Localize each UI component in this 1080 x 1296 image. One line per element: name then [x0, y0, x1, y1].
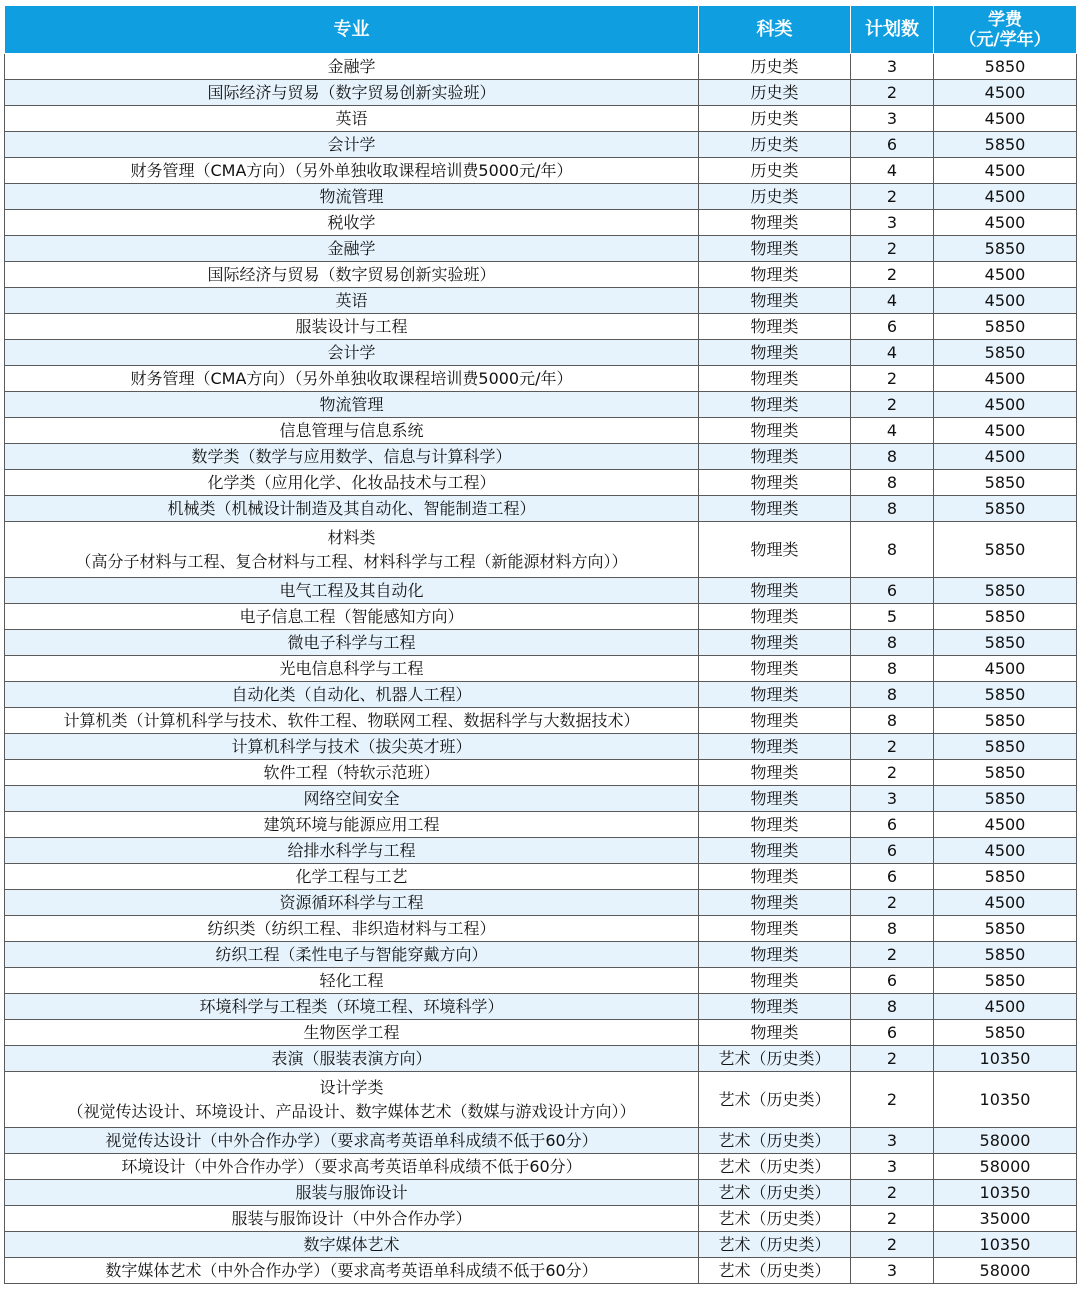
- major-name: 电气工程及其自动化: [279, 580, 424, 600]
- cell-major: [5, 1232, 699, 1258]
- cell-fee: 5850: [934, 236, 1077, 262]
- cell-major: [5, 1046, 699, 1072]
- cell-fee: 5850: [934, 708, 1077, 734]
- cell-fee: 4500: [934, 158, 1077, 184]
- cell-plan: 2: [851, 734, 934, 760]
- cell-plan: 3: [851, 54, 934, 80]
- table-row: [5, 994, 1077, 1020]
- table-row: [5, 968, 1077, 994]
- major-name: 金融学: [327, 56, 376, 76]
- cell-plan: 2: [851, 890, 934, 916]
- cell-plan: 4: [851, 158, 934, 184]
- cell-major: [5, 366, 699, 392]
- cell-plan: 8: [851, 682, 934, 708]
- major-detail: （高分子材料与工程、复合材料与工程、材料科学与工程（新能源材料方向））: [75, 551, 628, 571]
- cell-category: 物理类: [699, 262, 851, 288]
- cell-major: [5, 392, 699, 418]
- major-name: 电子信息工程（智能感知方向）: [239, 606, 464, 626]
- cell-category: 物理类: [699, 734, 851, 760]
- major-name: 数学类（数学与应用数学、信息与计算科学）: [191, 446, 512, 466]
- cell-plan: 2: [851, 942, 934, 968]
- table-row: [5, 1258, 1077, 1284]
- table-row: [5, 54, 1077, 80]
- cell-category: 物理类: [699, 942, 851, 968]
- major-name: 机械类（机械设计制造及其自动化、智能制造工程）: [167, 498, 536, 518]
- header-fee-title: 学费: [988, 9, 1022, 30]
- cell-plan: 6: [851, 838, 934, 864]
- enrollment-table-container: [4, 5, 1076, 1284]
- cell-major: [5, 1180, 699, 1206]
- cell-fee: 4500: [934, 444, 1077, 470]
- cell-major: [5, 630, 699, 656]
- major-name: 英语: [335, 108, 368, 128]
- cell-fee: 58000: [934, 1258, 1077, 1284]
- cell-major: [5, 1258, 699, 1284]
- cell-fee: 5850: [934, 786, 1077, 812]
- table-row: [5, 838, 1077, 864]
- cell-plan: 2: [851, 1072, 934, 1128]
- cell-category: 物理类: [699, 210, 851, 236]
- cell-category: 物理类: [699, 314, 851, 340]
- cell-plan: 8: [851, 470, 934, 496]
- cell-plan: 3: [851, 106, 934, 132]
- cell-category: 物理类: [699, 890, 851, 916]
- table-row: [5, 340, 1077, 366]
- cell-major: [5, 470, 699, 496]
- table-row: [5, 890, 1077, 916]
- cell-plan: 8: [851, 522, 934, 578]
- header-fee-unit: （元/学年）: [959, 29, 1051, 50]
- cell-major: [5, 1128, 699, 1154]
- cell-fee: 5850: [934, 942, 1077, 968]
- cell-major: [5, 340, 699, 366]
- table-row: [5, 106, 1077, 132]
- cell-plan: 2: [851, 1206, 934, 1232]
- cell-plan: 4: [851, 340, 934, 366]
- table-row: [5, 812, 1077, 838]
- cell-plan: 8: [851, 916, 934, 942]
- cell-major: [5, 184, 699, 210]
- major-name: 财务管理（CMA方向）（另外单独收取课程培训费5000元/年）: [130, 160, 573, 180]
- cell-category: 物理类: [699, 682, 851, 708]
- major-name: 环境科学与工程类（环境工程、环境科学）: [199, 996, 504, 1016]
- cell-plan: 6: [851, 578, 934, 604]
- table-row: [5, 210, 1077, 236]
- cell-category: 历史类: [699, 106, 851, 132]
- cell-major: [5, 1206, 699, 1232]
- cell-category: 物理类: [699, 340, 851, 366]
- cell-category: 物理类: [699, 760, 851, 786]
- table-row: [5, 522, 1077, 578]
- cell-plan: 3: [851, 1128, 934, 1154]
- cell-category: 物理类: [699, 392, 851, 418]
- cell-fee: 10350: [934, 1180, 1077, 1206]
- cell-major: [5, 760, 699, 786]
- header-category: 科类: [699, 6, 851, 54]
- cell-plan: 8: [851, 444, 934, 470]
- cell-category: 艺术（历史类）: [699, 1128, 851, 1154]
- cell-fee: 4500: [934, 812, 1077, 838]
- cell-fee: 4500: [934, 418, 1077, 444]
- cell-fee: 35000: [934, 1206, 1077, 1232]
- cell-fee: 5850: [934, 522, 1077, 578]
- table-row: [5, 1232, 1077, 1258]
- cell-category: 物理类: [699, 1020, 851, 1046]
- major-name: 会计学: [327, 134, 376, 154]
- major-name: 网络空间安全: [303, 788, 400, 808]
- table-row: [5, 786, 1077, 812]
- cell-major: [5, 578, 699, 604]
- cell-category: 物理类: [699, 604, 851, 630]
- cell-category: 历史类: [699, 132, 851, 158]
- cell-fee: 4500: [934, 366, 1077, 392]
- table-row: [5, 444, 1077, 470]
- cell-major: [5, 1020, 699, 1046]
- table-row: [5, 1020, 1077, 1046]
- cell-plan: 2: [851, 760, 934, 786]
- major-name: 金融学: [327, 238, 376, 258]
- cell-plan: 6: [851, 1020, 934, 1046]
- table-row: [5, 418, 1077, 444]
- major-name: 财务管理（CMA方向）（另外单独收取课程培训费5000元/年）: [130, 368, 573, 388]
- cell-fee: 5850: [934, 760, 1077, 786]
- cell-fee: 4500: [934, 392, 1077, 418]
- table-row: [5, 1072, 1077, 1128]
- cell-major: [5, 968, 699, 994]
- cell-fee: 5850: [934, 132, 1077, 158]
- table-row: [5, 158, 1077, 184]
- header-fee: [934, 6, 1077, 54]
- cell-major: [5, 522, 699, 578]
- table-row: [5, 1180, 1077, 1206]
- cell-category: 艺术（历史类）: [699, 1232, 851, 1258]
- cell-fee: 4500: [934, 184, 1077, 210]
- cell-major: [5, 210, 699, 236]
- major-name: 计算机科学与技术（拔尖英才班）: [231, 736, 472, 756]
- cell-major: [5, 786, 699, 812]
- cell-category: 物理类: [699, 656, 851, 682]
- cell-major: [5, 1154, 699, 1180]
- header-major: 专业: [5, 6, 699, 54]
- major-name: 国际经济与贸易（数字贸易创新实验班）: [207, 264, 496, 284]
- table-row: [5, 184, 1077, 210]
- major-name: 光电信息科学与工程: [279, 658, 424, 678]
- cell-category: 物理类: [699, 496, 851, 522]
- major-name: 计算机类（计算机科学与技术、软件工程、物联网工程、数据科学与大数据技术）: [63, 710, 640, 730]
- cell-category: 物理类: [699, 864, 851, 890]
- cell-plan: 3: [851, 1258, 934, 1284]
- cell-fee: 4500: [934, 262, 1077, 288]
- cell-category: 物理类: [699, 236, 851, 262]
- major-name: 材料类: [327, 527, 376, 547]
- table-row: [5, 630, 1077, 656]
- major-name: 服装设计与工程: [295, 316, 408, 336]
- major-name: 纺织类（纺织工程、非织造材料与工程）: [207, 918, 496, 938]
- cell-plan: 2: [851, 80, 934, 106]
- cell-category: 历史类: [699, 158, 851, 184]
- cell-plan: 3: [851, 1154, 934, 1180]
- major-name: 国际经济与贸易（数字贸易创新实验班）: [207, 82, 496, 102]
- cell-major: [5, 812, 699, 838]
- cell-major: [5, 236, 699, 262]
- cell-plan: 2: [851, 184, 934, 210]
- cell-major: [5, 942, 699, 968]
- table-row: [5, 942, 1077, 968]
- table-row: [5, 708, 1077, 734]
- table-row: [5, 734, 1077, 760]
- cell-category: 历史类: [699, 80, 851, 106]
- cell-category: 艺术（历史类）: [699, 1206, 851, 1232]
- cell-fee: 58000: [934, 1128, 1077, 1154]
- cell-fee: 5850: [934, 604, 1077, 630]
- cell-fee: 5850: [934, 578, 1077, 604]
- cell-major: [5, 314, 699, 340]
- cell-category: 物理类: [699, 708, 851, 734]
- cell-category: 物理类: [699, 630, 851, 656]
- cell-major: [5, 262, 699, 288]
- table-row: [5, 470, 1077, 496]
- cell-fee: 4500: [934, 106, 1077, 132]
- cell-plan: 2: [851, 236, 934, 262]
- major-name: 化学工程与工艺: [295, 866, 408, 886]
- cell-category: 物理类: [699, 366, 851, 392]
- cell-major: [5, 864, 699, 890]
- cell-category: 物理类: [699, 916, 851, 942]
- cell-plan: 8: [851, 708, 934, 734]
- cell-fee: 5850: [934, 314, 1077, 340]
- major-name: 软件工程（特软示范班）: [263, 762, 440, 782]
- cell-category: 物理类: [699, 578, 851, 604]
- cell-category: 物理类: [699, 418, 851, 444]
- table-row: [5, 682, 1077, 708]
- cell-fee: 10350: [934, 1232, 1077, 1258]
- cell-fee: 5850: [934, 470, 1077, 496]
- cell-category: 物理类: [699, 968, 851, 994]
- cell-category: 物理类: [699, 444, 851, 470]
- cell-major: [5, 158, 699, 184]
- major-detail: （视觉传达设计、环境设计、产品设计、数字媒体艺术（数媒与游戏设计方向））: [67, 1101, 636, 1121]
- major-name: 物流管理: [319, 186, 384, 206]
- major-name: 自动化类（自动化、机器人工程）: [231, 684, 472, 704]
- major-name: 环境设计（中外合作办学）（要求高考英语单科成绩不低于60分）: [121, 1156, 582, 1176]
- table-row: [5, 1128, 1077, 1154]
- cell-major: [5, 994, 699, 1020]
- cell-fee: 5850: [934, 864, 1077, 890]
- cell-category: 物理类: [699, 994, 851, 1020]
- cell-plan: 5: [851, 604, 934, 630]
- cell-fee: 10350: [934, 1046, 1077, 1072]
- cell-major: [5, 132, 699, 158]
- table-row: [5, 1046, 1077, 1072]
- cell-fee: 5850: [934, 916, 1077, 942]
- cell-major: [5, 496, 699, 522]
- major-name: 信息管理与信息系统: [279, 420, 424, 440]
- cell-major: [5, 80, 699, 106]
- table-row: [5, 656, 1077, 682]
- cell-category: 物理类: [699, 838, 851, 864]
- cell-fee: 4500: [934, 994, 1077, 1020]
- major-name: 设计学类: [319, 1077, 384, 1097]
- major-name: 轻化工程: [319, 970, 384, 990]
- table-row: [5, 132, 1077, 158]
- major-name: 资源循环科学与工程: [279, 892, 424, 912]
- cell-category: 物理类: [699, 786, 851, 812]
- major-name: 微电子科学与工程: [287, 632, 416, 652]
- cell-major: [5, 734, 699, 760]
- cell-category: 艺术（历史类）: [699, 1180, 851, 1206]
- table-row: [5, 392, 1077, 418]
- cell-plan: 4: [851, 288, 934, 314]
- table-row: [5, 578, 1077, 604]
- cell-fee: 4500: [934, 838, 1077, 864]
- table-row: [5, 80, 1077, 106]
- cell-plan: 4: [851, 418, 934, 444]
- cell-fee: 5850: [934, 340, 1077, 366]
- cell-plan: 2: [851, 366, 934, 392]
- cell-category: 物理类: [699, 288, 851, 314]
- cell-major: [5, 708, 699, 734]
- cell-major: [5, 444, 699, 470]
- cell-category: 艺术（历史类）: [699, 1072, 851, 1128]
- table-row: [5, 1154, 1077, 1180]
- table-row: [5, 288, 1077, 314]
- cell-category: 艺术（历史类）: [699, 1154, 851, 1180]
- major-name: 给排水科学与工程: [287, 840, 416, 860]
- cell-plan: 6: [851, 132, 934, 158]
- table-row: [5, 366, 1077, 392]
- cell-plan: 2: [851, 1046, 934, 1072]
- cell-major: [5, 656, 699, 682]
- major-name: 服装与服饰设计（中外合作办学）: [231, 1208, 472, 1228]
- cell-fee: 4500: [934, 80, 1077, 106]
- cell-plan: 2: [851, 1232, 934, 1258]
- major-name: 视觉传达设计（中外合作办学）（要求高考英语单科成绩不低于60分）: [105, 1130, 598, 1150]
- cell-category: 历史类: [699, 184, 851, 210]
- cell-fee: 5850: [934, 734, 1077, 760]
- cell-fee: 4500: [934, 656, 1077, 682]
- cell-plan: 8: [851, 630, 934, 656]
- cell-fee: 5850: [934, 630, 1077, 656]
- major-name: 税收学: [327, 212, 376, 232]
- cell-fee: 10350: [934, 1072, 1077, 1128]
- table-row: [5, 314, 1077, 340]
- cell-plan: 8: [851, 656, 934, 682]
- cell-category: 艺术（历史类）: [699, 1046, 851, 1072]
- cell-major: [5, 916, 699, 942]
- cell-category: 物理类: [699, 812, 851, 838]
- cell-fee: 5850: [934, 54, 1077, 80]
- cell-major: [5, 682, 699, 708]
- cell-major: [5, 418, 699, 444]
- cell-plan: 6: [851, 968, 934, 994]
- table-row: [5, 916, 1077, 942]
- cell-major: [5, 288, 699, 314]
- major-name: 生物医学工程: [303, 1022, 400, 1042]
- major-name: 化学类（应用化学、化妆品技术与工程）: [207, 472, 496, 492]
- major-name: 数字媒体艺术: [303, 1234, 400, 1254]
- cell-fee: 5850: [934, 496, 1077, 522]
- cell-plan: 8: [851, 994, 934, 1020]
- major-name: 表演（服装表演方向）: [271, 1048, 432, 1068]
- cell-category: 艺术（历史类）: [699, 1258, 851, 1284]
- table-row: [5, 262, 1077, 288]
- table-row: [5, 864, 1077, 890]
- major-name: 数字媒体艺术（中外合作办学）（要求高考英语单科成绩不低于60分）: [105, 1260, 598, 1280]
- cell-plan: 2: [851, 392, 934, 418]
- table-row: [5, 236, 1077, 262]
- cell-fee: 5850: [934, 968, 1077, 994]
- cell-fee: 5850: [934, 1020, 1077, 1046]
- cell-plan: 6: [851, 314, 934, 340]
- table-row: [5, 496, 1077, 522]
- major-name: 会计学: [327, 342, 376, 362]
- table-body: [5, 54, 1077, 1284]
- cell-major: [5, 890, 699, 916]
- major-name: 物流管理: [319, 394, 384, 414]
- table-row: [5, 604, 1077, 630]
- cell-major: [5, 604, 699, 630]
- cell-plan: 2: [851, 1180, 934, 1206]
- cell-major: [5, 838, 699, 864]
- cell-category: 物理类: [699, 522, 851, 578]
- enrollment-plan-table: [4, 5, 1077, 1284]
- cell-fee: 4500: [934, 210, 1077, 236]
- cell-fee: 4500: [934, 890, 1077, 916]
- cell-plan: 3: [851, 786, 934, 812]
- cell-fee: 4500: [934, 288, 1077, 314]
- table-header-row: [5, 6, 1077, 54]
- major-name: 英语: [335, 290, 368, 310]
- table-row: [5, 1206, 1077, 1232]
- cell-major: [5, 54, 699, 80]
- header-plan: 计划数: [851, 6, 934, 54]
- major-name: 纺织工程（柔性电子与智能穿戴方向）: [215, 944, 488, 964]
- cell-major: [5, 1072, 699, 1128]
- cell-plan: 2: [851, 262, 934, 288]
- cell-plan: 8: [851, 496, 934, 522]
- cell-major: [5, 106, 699, 132]
- major-name: 服装与服饰设计: [295, 1182, 408, 1202]
- cell-plan: 3: [851, 210, 934, 236]
- major-name: 建筑环境与能源应用工程: [263, 814, 440, 834]
- cell-category: 物理类: [699, 470, 851, 496]
- cell-plan: 6: [851, 812, 934, 838]
- cell-fee: 58000: [934, 1154, 1077, 1180]
- cell-plan: 6: [851, 864, 934, 890]
- cell-fee: 5850: [934, 682, 1077, 708]
- table-row: [5, 760, 1077, 786]
- cell-category: 历史类: [699, 54, 851, 80]
